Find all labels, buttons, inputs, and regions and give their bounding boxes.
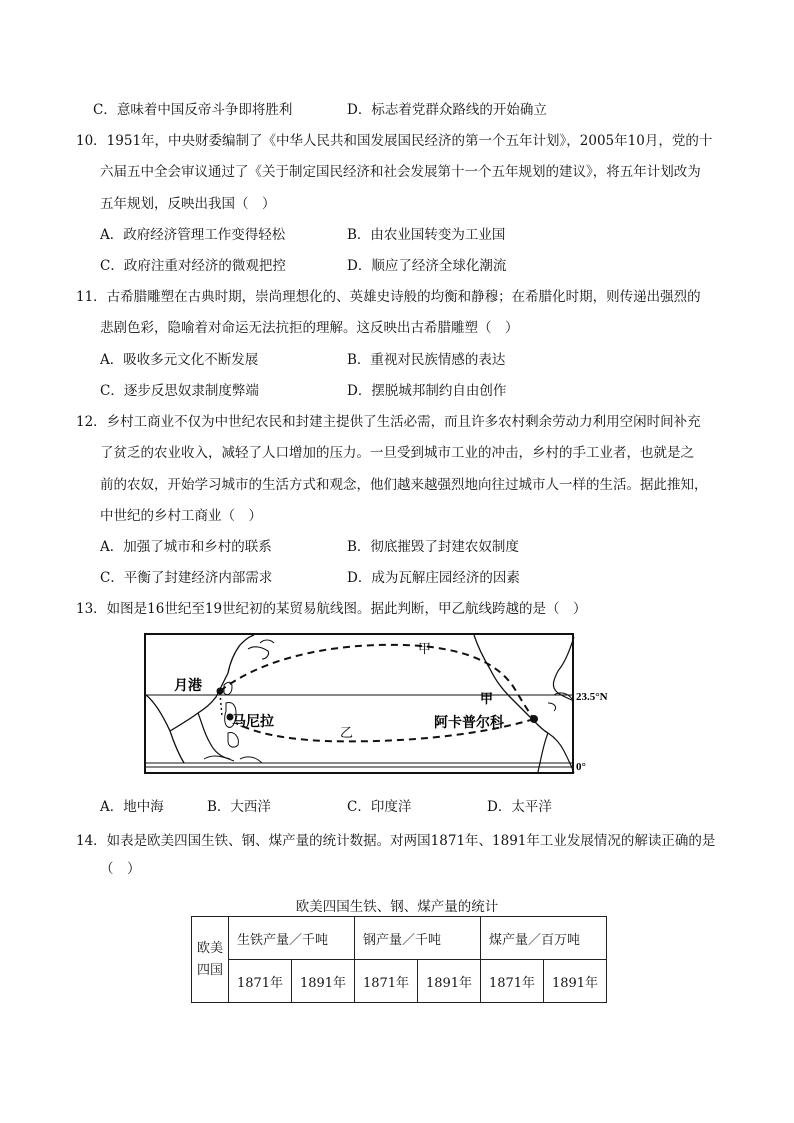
- q11-option-b[interactable]: B．重视对民族情感的表达: [347, 352, 506, 368]
- q11-option-c[interactable]: C．逐步反思奴隶制度弊端: [100, 383, 259, 399]
- q11-option-d[interactable]: D．摆脱城邦制约自由创作: [347, 383, 507, 399]
- group-header-coal: 煤产量／百万吨: [481, 917, 607, 960]
- q13-option-c[interactable]: C．印度洋: [347, 799, 412, 815]
- q10-option-d[interactable]: D．顺应了经济全球化潮流: [347, 258, 507, 274]
- q10-stem-line-3: 五年规划，反映出我国（ ）: [100, 196, 276, 212]
- q12-stem-line-1: 12．乡村工商业不仅为中世纪农民和封建主提供了生活必需，而且许多农村剩余劳动力利用空闲时间补充: [76, 414, 701, 430]
- manila-label: 马尼拉: [232, 713, 274, 729]
- q10-option-b[interactable]: B．由农业国转变为工业国: [347, 227, 506, 243]
- q10-stem-line-1: 10．1951年，中央财委编制了《中华人民共和国发展国民经济的第一个五年计划》，2005年10月，党的十: [76, 133, 713, 149]
- q12-stem-line-2: 了贫乏的农业收入，减轻了人口增加的压力。一旦受到城市工业的冲击，乡村的手工业者，也就是之: [100, 445, 694, 461]
- route-jia-label-right: 甲: [480, 691, 494, 706]
- year-cell: 1871年: [355, 960, 418, 1003]
- acapulco-port-dot: [530, 715, 538, 723]
- route-yi-label: 乙: [340, 725, 354, 740]
- group-header-pig-iron: 生铁产量／千吨: [229, 917, 355, 960]
- production-table: [191, 916, 607, 1003]
- q12-option-b[interactable]: B．彻底摧毁了封建农奴制度: [347, 539, 519, 555]
- q10-option-a[interactable]: A．政府经济管理工作变得轻松: [100, 227, 286, 243]
- q12-option-d[interactable]: D．成为瓦解庄园经济的因素: [347, 570, 520, 586]
- q10-stem-line-2: 六届五中全会审议通过了《关于制定国民经济和社会发展第十一个五年规划的建议》，将五年计划改为: [100, 164, 701, 180]
- year-cell: 1891年: [418, 960, 481, 1003]
- yuegang-port-dot: [217, 688, 224, 695]
- q11-stem-line-2: 悲剧色彩，隐喻着对命运无法抗拒的理解。这反映出古希腊雕塑（ ）: [100, 320, 519, 336]
- equator-label: 0°: [576, 761, 586, 773]
- table-header-row: [192, 917, 607, 960]
- trade-route-map-svg: [144, 633, 608, 779]
- q12-stem-line-4: 中世纪的乡村工商业（ ）: [100, 508, 262, 524]
- trade-route-map: [144, 633, 608, 779]
- year-cell: 1871年: [229, 960, 292, 1003]
- row-header-cell: 欧美四国: [192, 917, 229, 1003]
- q13-stem-line-1: 13．如图是16世纪至19世纪初的某贸易航线图。据此判断，甲乙航线跨越的是（ ）: [76, 601, 587, 617]
- q12-stem-line-3: 前的农奴，开始学习城市的生活方式和观念，他们越来越强烈地向往过城市人一样的生活。据此推知，: [100, 477, 708, 493]
- q9-option-d[interactable]: D．标志着党群众路线的开始确立: [347, 102, 547, 118]
- q14-stem-line-1: 14．如表是欧美四国生铁、钢、煤产量的统计数据。对两国1871年、1891年工业发展情况的解读正确的是: [76, 833, 716, 849]
- q12-option-c[interactable]: C．平衡了封建经济内部需求: [100, 570, 273, 586]
- yuegang-label: 月港: [174, 677, 202, 693]
- route-jia-label-top: 甲: [418, 641, 432, 656]
- year-cell: 1891年: [292, 960, 355, 1003]
- tropic-label: 23.5°N: [576, 691, 608, 703]
- table-caption: 欧美四国生铁、钢、煤产量的统计: [295, 899, 499, 915]
- q11-option-a[interactable]: A．吸收多元文化不断发展: [100, 352, 259, 368]
- year-cell: 1891年: [544, 960, 607, 1003]
- group-header-steel: 钢产量／千吨: [355, 917, 481, 960]
- year-cell: 1871年: [481, 960, 544, 1003]
- q13-option-b[interactable]: B．大西洋: [207, 799, 271, 815]
- acapulco-label: 阿卡普尔科: [434, 714, 504, 730]
- q12-option-a[interactable]: A．加强了城市和乡村的联系: [100, 539, 272, 555]
- q10-option-c[interactable]: C．政府注重对经济的微观把控: [100, 258, 286, 274]
- q14-stem-line-2: （ ）: [100, 861, 141, 877]
- q9-option-c[interactable]: C．意味着中国反帝斗争即将胜利: [93, 102, 293, 118]
- table-year-row: [192, 960, 607, 1003]
- q13-option-d[interactable]: D．太平洋: [487, 799, 552, 815]
- q13-option-a[interactable]: A．地中海: [100, 799, 164, 815]
- q11-stem-line-1: 11．古希腊雕塑在古典时期，崇尚理想化的、英雄史诗般的均衡和静穆；在希腊化时期，则传递出强烈的: [76, 289, 701, 305]
